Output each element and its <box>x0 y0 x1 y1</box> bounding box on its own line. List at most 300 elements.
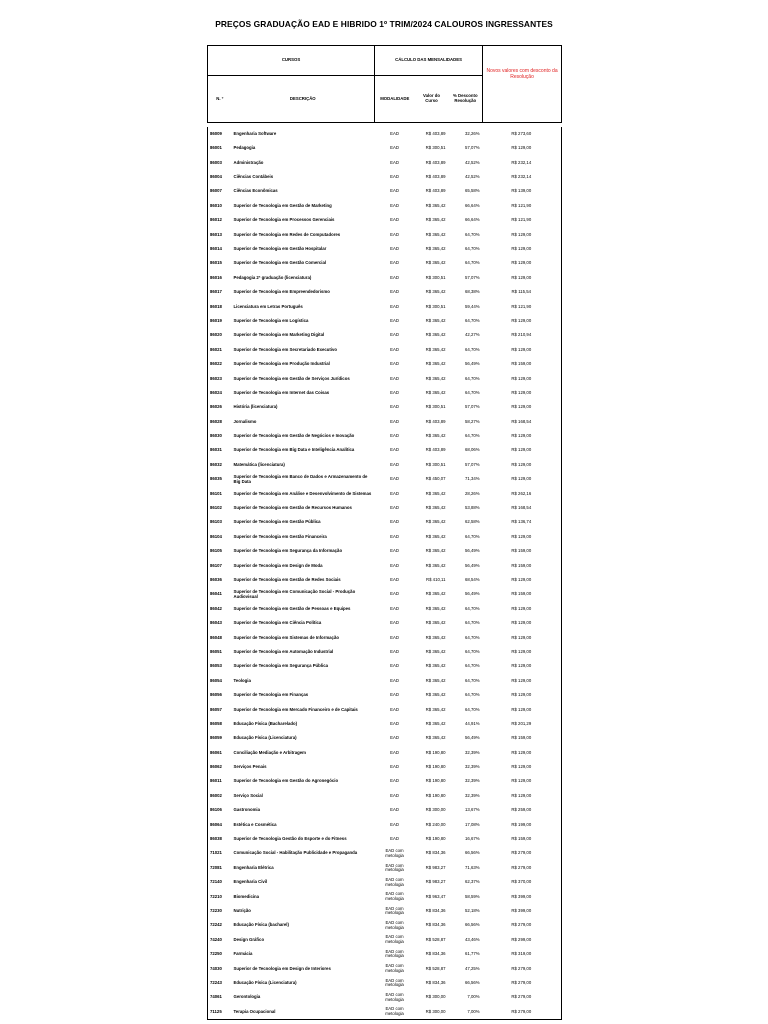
row-valor: R$ 403,89 <box>425 159 446 165</box>
table-row <box>208 904 562 918</box>
row-description: Serviços Penais <box>233 764 267 770</box>
row-desconto: 57,07% <box>464 274 480 280</box>
row-novo-valor: R$ 129,00 <box>483 242 562 256</box>
row-desconto: 16,67% <box>464 836 480 842</box>
row-description: Licenciatura em Letras Português <box>233 303 303 309</box>
header-novos-valores-text: Novos valores com desconto da Resolução <box>486 68 558 80</box>
row-code: 86041 <box>208 588 232 602</box>
row-code: 86002 <box>208 789 232 803</box>
row-valor: R$ 190,80 <box>425 764 446 770</box>
table-row <box>208 962 562 976</box>
row-novo-valor: R$ 129,00 <box>483 386 562 400</box>
row-valor: R$ 365,42 <box>425 505 446 511</box>
table-row <box>208 631 562 645</box>
row-modalidade: EAD <box>390 159 399 165</box>
row-valor: R$ 365,42 <box>425 490 446 496</box>
row-description: Engenharia Software <box>233 130 277 136</box>
table-row <box>208 616 562 630</box>
row-code: 86051 <box>208 645 232 659</box>
table-row <box>208 127 562 141</box>
row-novo-valor: R$ 129,00 <box>483 616 562 630</box>
row-desconto: 43,46% <box>464 936 480 942</box>
row-novo-valor: R$ 129,00 <box>483 444 562 458</box>
row-code: 86056 <box>208 688 232 702</box>
row-desconto: 13,67% <box>464 807 480 813</box>
row-modalidade: EAD <box>390 836 399 842</box>
row-novo-valor: R$ 129,00 <box>483 314 562 328</box>
table-row <box>208 890 562 904</box>
row-valor: R$ 365,42 <box>425 317 446 323</box>
table-body <box>208 127 562 1020</box>
row-desconto: 57,07% <box>464 404 480 410</box>
row-desconto: 64,70% <box>464 692 480 698</box>
row-novo-valor: R$ 370,00 <box>483 875 562 889</box>
row-modalidade: EAD com metologia <box>385 948 404 959</box>
row-modalidade: EAD <box>390 605 399 611</box>
row-description: Engenharia Elétrica <box>233 864 274 870</box>
row-desconto: 66,64% <box>464 217 480 223</box>
row-valor: R$ 365,42 <box>425 735 446 741</box>
row-novo-valor: R$ 279,00 <box>483 990 562 1004</box>
row-modalidade: EAD <box>390 404 399 410</box>
row-code: 86024 <box>208 386 232 400</box>
row-novo-valor: R$ 279,00 <box>483 847 562 861</box>
row-code: 72250 <box>208 947 232 961</box>
table-row <box>208 170 562 184</box>
row-modalidade: EAD <box>390 677 399 683</box>
row-novo-valor: R$ 259,00 <box>483 803 562 817</box>
row-desconto: 64,70% <box>464 231 480 237</box>
row-code: 86007 <box>208 185 232 199</box>
table-row <box>208 328 562 342</box>
row-valor: R$ 365,42 <box>425 260 446 266</box>
row-code: 86038 <box>208 832 232 846</box>
row-novo-valor: R$ 232,14 <box>483 156 562 170</box>
row-desconto: 64,70% <box>464 533 480 539</box>
row-modalidade: EAD <box>390 447 399 453</box>
header-calculo: CÁLCULO DAS MENSALIDADES <box>375 46 483 76</box>
row-modalidade: EAD <box>390 692 399 698</box>
row-desconto: 64,70% <box>464 433 480 439</box>
row-valor: R$ 365,42 <box>425 634 446 640</box>
row-code: 86019 <box>208 314 232 328</box>
row-code: 72210 <box>208 890 232 904</box>
row-novo-valor: R$ 129,00 <box>483 746 562 760</box>
table-row <box>208 717 562 731</box>
row-description: Superior de Tecnologia em Design de Moda <box>233 562 323 568</box>
table-row <box>208 602 562 616</box>
row-novo-valor: R$ 201,29 <box>483 717 562 731</box>
row-code: 86101 <box>208 487 232 501</box>
table-row <box>208 544 562 558</box>
row-modalidade: EAD <box>390 317 399 323</box>
row-code: 72242 <box>208 918 232 932</box>
table-row <box>208 789 562 803</box>
table-row <box>208 400 562 414</box>
row-modalidade: EAD <box>390 807 399 813</box>
row-valor: R$ 365,42 <box>425 692 446 698</box>
row-code: 86031 <box>208 444 232 458</box>
row-desconto: 68,06% <box>464 447 480 453</box>
row-code: 86003 <box>208 156 232 170</box>
table-row <box>208 487 562 501</box>
row-valor: R$ 365,42 <box>425 548 446 554</box>
row-modalidade: EAD <box>390 663 399 669</box>
row-modalidade: EAD <box>390 361 399 367</box>
row-code: 71021 <box>208 847 232 861</box>
row-desconto: 64,70% <box>464 634 480 640</box>
row-code: 72243 <box>208 976 232 990</box>
row-valor: R$ 365,42 <box>425 217 446 223</box>
header-desconto: % Desconto Resolução <box>449 76 483 123</box>
row-desconto: 64,70% <box>464 346 480 352</box>
table-row <box>208 947 562 961</box>
table-row <box>208 731 562 745</box>
table-row <box>208 386 562 400</box>
table-row <box>208 875 562 889</box>
table-row <box>208 645 562 659</box>
row-valor: R$ 528,87 <box>425 965 446 971</box>
row-code: 74240 <box>208 933 232 947</box>
row-valor: R$ 365,42 <box>425 620 446 626</box>
row-modalidade: EAD <box>390 490 399 496</box>
table-row <box>208 458 562 472</box>
row-code: 72081 <box>208 861 232 875</box>
row-description: Nutrição <box>233 907 251 913</box>
row-valor: R$ 365,42 <box>425 591 446 597</box>
row-code: 86057 <box>208 703 232 717</box>
row-desconto: 68,54% <box>464 577 480 582</box>
row-valor: R$ 834,36 <box>425 979 446 985</box>
row-desconto: 71,63% <box>464 864 480 870</box>
row-description: Educação Física (Licenciatura) <box>233 979 297 985</box>
row-modalidade: EAD <box>390 188 399 194</box>
header-descricao: DESCRIÇÃO <box>232 76 375 123</box>
table-row <box>208 990 562 1004</box>
row-novo-valor: R$ 168,54 <box>483 415 562 429</box>
row-valor: R$ 365,42 <box>425 231 446 237</box>
row-description: Superior de Tecnologia em Empreendedorismo <box>233 289 330 295</box>
row-code: 72230 <box>208 904 232 918</box>
row-novo-valor: R$ 129,00 <box>483 343 562 357</box>
row-description: Superior de Tecnologia em Análise e Desenvolvimento de Sistemas <box>233 490 372 496</box>
table-row <box>208 501 562 515</box>
row-valor: R$ 403,89 <box>425 418 446 424</box>
row-description: Superior de Tecnologia em Logística <box>233 317 309 323</box>
row-modalidade: EAD <box>390 418 399 424</box>
row-code: 86107 <box>208 559 232 573</box>
row-modalidade: EAD <box>390 591 399 597</box>
row-modalidade: EAD <box>390 562 399 568</box>
row-valor: R$ 450,07 <box>425 476 446 482</box>
row-valor: R$ 963,47 <box>425 893 446 899</box>
row-valor: R$ 300,00 <box>425 994 446 1000</box>
table-row <box>208 1005 562 1020</box>
row-valor: R$ 365,42 <box>425 202 446 208</box>
row-code: 86004 <box>208 170 232 184</box>
row-code: 86061 <box>208 746 232 760</box>
row-novo-valor: R$ 129,00 <box>483 760 562 774</box>
table-row <box>208 516 562 530</box>
row-desconto: 32,39% <box>464 778 480 784</box>
row-desconto: 7,00% <box>467 994 480 1000</box>
row-description: Terapia Ocupacional <box>232 1005 375 1020</box>
row-desconto: 64,70% <box>464 706 480 712</box>
row-valor: R$ 300,00 <box>425 807 446 813</box>
row-modalidade: EAD com metologia <box>385 920 404 930</box>
row-novo-valor: R$ 273,60 <box>483 127 562 141</box>
row-description: Superior de Tecnologia em Gestão de Pessoas e Equipes <box>233 605 351 611</box>
row-code: 86042 <box>208 602 232 616</box>
row-description: Superior de Tecnologia em Gestão de Negócios e Inovação <box>233 433 355 439</box>
row-desconto: 7,00% <box>449 1005 483 1020</box>
row-novo-valor: R$ 129,00 <box>483 429 562 443</box>
row-modalidade: EAD <box>390 505 399 511</box>
row-valor: R$ 365,42 <box>425 332 446 338</box>
row-valor: R$ 983,27 <box>425 864 446 870</box>
row-valor: R$ 365,42 <box>425 677 446 683</box>
row-description: Superior de Tecnologia em Gestão do Agronegócio <box>233 778 339 784</box>
row-desconto: 62,58% <box>464 519 480 525</box>
row-code: 86022 <box>208 357 232 371</box>
row-desconto: 64,70% <box>464 389 480 395</box>
row-desconto: 56,49% <box>464 562 480 568</box>
row-novo-valor: R$ 232,14 <box>483 170 562 184</box>
row-valor: R$ 365,42 <box>425 648 446 654</box>
row-novo-valor: R$ 168,54 <box>483 501 562 515</box>
row-novo-valor: R$ 262,16 <box>483 487 562 501</box>
row-desconto: 57,07% <box>464 145 480 151</box>
row-description: Superior de Tecnologia em Automação Industrial <box>233 648 334 654</box>
row-valor: R$ 190,80 <box>425 792 446 798</box>
table-row <box>208 141 562 155</box>
row-description: Jornalismo <box>233 418 257 424</box>
table-row <box>208 257 562 271</box>
row-code: 86059 <box>208 731 232 745</box>
table-row <box>208 300 562 314</box>
row-description: Educação Física (Licenciatura) <box>233 735 297 741</box>
row-valor: R$ 365,42 <box>425 533 446 539</box>
table-row <box>208 271 562 285</box>
row-modalidade: EAD <box>390 433 399 439</box>
row-description: Superior de Tecnologia em Secretariado Executivo <box>233 346 338 352</box>
row-novo-valor: R$ 129,00 <box>483 688 562 702</box>
table-row <box>208 314 562 328</box>
row-modalidade: EAD <box>390 202 399 208</box>
table-row <box>208 213 562 227</box>
table-row <box>208 803 562 817</box>
row-desconto: 65,58% <box>464 188 480 194</box>
row-modalidade: EAD <box>390 648 399 654</box>
row-desconto: 28,26% <box>464 490 480 496</box>
row-novo-valor: R$ 129,00 <box>483 602 562 616</box>
row-novo-valor: R$ 159,00 <box>483 544 562 558</box>
row-valor: R$ 528,87 <box>425 936 446 942</box>
row-modalidade: EAD <box>390 346 399 352</box>
row-novo-valor: R$ 129,00 <box>483 141 562 155</box>
row-valor: R$ 403,89 <box>425 447 446 453</box>
row-valor: R$ 300,00 <box>415 1005 449 1020</box>
table-row <box>208 933 562 947</box>
row-desconto: 42,52% <box>464 159 480 165</box>
row-desconto: 64,70% <box>464 605 480 611</box>
row-modalidade: EAD com metologia <box>385 977 404 988</box>
row-code: 86035 <box>208 472 232 486</box>
row-novo-valor: R$ 129,00 <box>483 530 562 544</box>
row-description: Pedagogia <box>233 145 256 151</box>
row-description: Superior de Tecnologia em Gestão Comercial <box>233 260 327 266</box>
row-novo-valor: R$ 129,00 <box>483 674 562 688</box>
row-code: 86058 <box>208 717 232 731</box>
row-novo-valor: R$ 159,00 <box>483 731 562 745</box>
row-code: 86020 <box>208 328 232 342</box>
row-description: Comunicação Social - Habilitação Publicidade e Propaganda <box>233 850 358 856</box>
row-valor: R$ 365,42 <box>425 375 446 381</box>
row-modalidade: EAD <box>390 620 399 626</box>
table-row <box>208 228 562 242</box>
row-novo-valor: R$ 129,00 <box>483 458 562 472</box>
row-code: 86102 <box>208 501 232 515</box>
row-modalidade: EAD <box>390 720 399 726</box>
row-desconto: 64,70% <box>464 317 480 323</box>
table-row <box>208 357 562 371</box>
row-novo-valor: R$ 129,00 <box>483 631 562 645</box>
row-desconto: 47,25% <box>464 965 480 971</box>
row-desconto: 62,37% <box>464 879 480 885</box>
row-modalidade: EAD <box>390 217 399 223</box>
row-novo-valor: R$ 136,74 <box>483 516 562 530</box>
row-modalidade: EAD <box>390 246 399 252</box>
row-novo-valor: R$ 210,94 <box>483 328 562 342</box>
row-valor: R$ 190,80 <box>425 836 446 842</box>
row-valor: R$ 190,80 <box>425 778 446 784</box>
header-valor: Valor do Curso <box>415 76 449 123</box>
table-row <box>208 156 562 170</box>
row-description: Teologia <box>233 677 251 683</box>
row-desconto: 17,08% <box>464 821 480 827</box>
row-description: Superior de Tecnologia em Gestão de Marketing <box>233 202 332 208</box>
row-novo-valor: R$ 129,00 <box>483 775 562 789</box>
row-novo-valor: R$ 129,00 <box>483 372 562 386</box>
row-valor: R$ 365,42 <box>425 663 446 669</box>
row-modalidade: EAD <box>390 289 399 295</box>
row-description: Administração <box>233 159 264 165</box>
row-valor: R$ 300,51 <box>425 461 446 467</box>
row-desconto: 64,70% <box>464 663 480 669</box>
header-cursos: CURSOS <box>208 46 375 76</box>
row-code: 86023 <box>208 372 232 386</box>
row-code: 86001 <box>208 141 232 155</box>
row-modalidade: EAD <box>390 332 399 338</box>
table-row <box>208 242 562 256</box>
row-desconto: 52,18% <box>464 907 480 913</box>
table-row <box>208 573 562 587</box>
row-modalidade: EAD <box>390 389 399 395</box>
row-modalidade: EAD <box>390 778 399 784</box>
row-novo-valor: R$ 121,90 <box>483 199 562 213</box>
row-modalidade: EAD <box>390 821 399 827</box>
row-code: 86048 <box>208 631 232 645</box>
row-description: Farmácia <box>233 951 253 957</box>
row-valor: R$ 365,42 <box>425 361 446 367</box>
row-code: 86103 <box>208 516 232 530</box>
row-description: Superior de Tecnologia em Marketing Digital <box>233 332 325 338</box>
row-description: Superior de Tecnologia em Gestão de Serviços Jurídicos <box>233 375 350 381</box>
row-valor: R$ 403,89 <box>425 130 446 136</box>
row-valor: R$ 365,42 <box>425 605 446 611</box>
row-description: Design Gráfico <box>233 936 265 942</box>
row-description: Superior de Tecnologia em Gestão de Redes Sociais <box>233 577 341 582</box>
row-novo-valor: R$ 159,00 <box>483 588 562 602</box>
row-desconto: 71,34% <box>464 476 480 482</box>
row-desconto: 32,26% <box>464 130 480 136</box>
row-valor: R$ 834,36 <box>425 850 446 856</box>
row-modalidade: EAD <box>390 749 399 755</box>
row-description: Superior de Tecnologia em Design de Interiores <box>233 965 331 971</box>
row-novo-valor: R$ 139,00 <box>483 185 562 199</box>
row-valor: R$ 300,51 <box>425 274 446 280</box>
row-valor: R$ 365,42 <box>425 433 446 439</box>
row-novo-valor: R$ 159,00 <box>483 357 562 371</box>
row-description: Biomedicina <box>233 893 260 899</box>
row-desconto: 32,39% <box>464 749 480 755</box>
row-description: Superior de Tecnologia em Finanças <box>233 692 309 698</box>
row-valor: R$ 240,00 <box>425 821 446 827</box>
table-row <box>208 976 562 990</box>
row-desconto: 42,27% <box>464 332 480 338</box>
row-desconto: 57,07% <box>464 461 480 467</box>
row-desconto: 58,27% <box>464 418 480 424</box>
row-modalidade: EAD <box>390 577 399 582</box>
row-code: 86010 <box>208 199 232 213</box>
header-novos-valores <box>483 46 562 123</box>
row-novo-valor: R$ 129,00 <box>483 257 562 271</box>
row-code: 86009 <box>208 127 232 141</box>
row-code: 86012 <box>208 213 232 227</box>
row-modalidade: EAD com metologia <box>385 963 404 973</box>
row-desconto: 42,52% <box>464 174 480 180</box>
row-desconto: 66,56% <box>464 979 480 985</box>
row-description: Superior de Tecnologia em Gestão Financeira <box>233 533 327 539</box>
row-novo-valor: R$ 319,00 <box>483 947 562 961</box>
table-row <box>208 472 562 486</box>
row-desconto: 56,49% <box>464 591 480 597</box>
row-description: Superior de Tecnologia em Gestão Pública <box>233 519 321 525</box>
row-code: 86014 <box>208 242 232 256</box>
row-desconto: 56,49% <box>464 735 480 741</box>
row-code: 86032 <box>208 458 232 472</box>
row-modalidade: EAD <box>390 533 399 539</box>
page-title: PREÇOS GRADUAÇÃO EAD E HIBRIDO 1º TRIM/2024 CALOUROS INGRESSANTES <box>215 19 553 29</box>
row-description: História (licenciatura) <box>233 404 278 410</box>
row-description: Superior de Tecnologia em Comunicação Social - Produção Audiovisual <box>233 589 356 599</box>
row-description: Educação Física (Bacharelado) <box>233 720 298 726</box>
row-description: Superior de Tecnologia em Big Data e Inteligência Analítica <box>233 447 355 453</box>
row-valor: R$ 190,80 <box>425 749 446 755</box>
row-novo-valor: R$ 279,00 <box>483 962 562 976</box>
row-code: 86104 <box>208 530 232 544</box>
table-row <box>208 530 562 544</box>
row-code: 74030 <box>208 962 232 976</box>
row-novo-valor: R$ 279,00 <box>483 1005 562 1020</box>
row-novo-valor: R$ 159,00 <box>483 832 562 846</box>
row-code: 86021 <box>208 343 232 357</box>
row-description: Gastronomia <box>233 807 261 813</box>
row-description: Superior de Tecnologia em Banco de Dados e Armazenamento de Big Data <box>233 473 368 484</box>
row-novo-valor: R$ 399,00 <box>483 904 562 918</box>
row-modalidade: EAD com metologia <box>385 891 404 901</box>
row-valor: R$ 834,36 <box>425 907 446 913</box>
